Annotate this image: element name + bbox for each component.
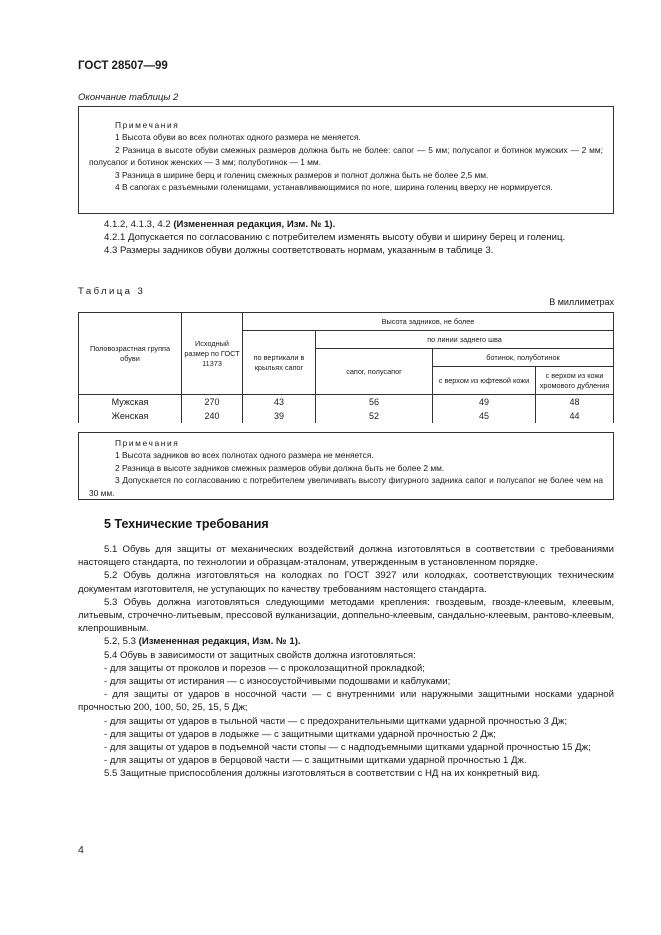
table3-unit: В миллиметрах: [549, 297, 614, 307]
table3-title: Таблица 3: [78, 286, 146, 297]
th-shoes: ботинок, полуботинок: [433, 349, 614, 367]
para-5-1: 5.1 Обувь для защиты от механических воздействий должна изготовляться в соответствии с требованиями настоящего стандарта, по технологии и образцам-эталонам, утвержденным в установленном порядке.: [78, 544, 614, 569]
list-item: - для защиты от ударов в носочной части — с внутренними или наружными защитными носками ударной прочностью 200, 100, 50, 25, 15, 5 Дж;: [78, 689, 614, 714]
section-5-title: 5 Технические требования: [104, 517, 269, 531]
th-height: Высота задников, не более: [243, 313, 614, 331]
para-5-4: 5.4 Обувь в зависимости от защитных свойств должна изготовляться:: [104, 649, 416, 661]
para-4-3: 4.3 Размеры задников обуви должны соответствовать нормам, указанным в таблице 3.: [104, 245, 494, 257]
th-base-size: Исходный размер по ГОСТ 11373: [182, 313, 243, 395]
th-group: Половозрастная группа обуви: [79, 313, 182, 395]
table2-note-1: 1 Высота обуви во всех полнотах одного размера не меняется.: [115, 132, 361, 143]
table3-note-1: 1 Высота задников во всех полнотах одного размера не меняется.: [115, 450, 374, 461]
table2-note-3: 3 Разница в ширине берц и голениц смежных размеров и полнот должна быть не более 2,5 мм.: [115, 169, 489, 180]
th-chrome: с верхом из кожи хромового дубления: [536, 367, 614, 395]
list-item: - для защиты от ударов в берцовой части — с защитными щитками ударной прочностью 1 Дж.: [104, 755, 527, 767]
para-5-2: 5.2 Обувь должна изготовляться на колодках по ГОСТ 3927 или колодках, соответствующих техническим документам изготовителя, не уступающих по качеству требованиям настоящего стандарта.: [78, 570, 614, 595]
th-wings: по вертикали в крыльях сапог: [243, 331, 316, 395]
para-5-3: 5.3 Обувь должна изготовляться следующими методами крепления: гвоздевым, гвозде-клеевым, клеевым, литьевым, строчечно-литьевым, прессовой вулканизации, доппельно-клеевым, сандально-клеевым, рантово-клеевым, клепрошивным.: [78, 596, 614, 635]
table3-notes-title: Примечания: [115, 438, 180, 448]
table2-notes-box: [78, 106, 614, 214]
table2-notes-title: Примечания: [115, 120, 180, 130]
list-item: - для защиты от ударов в подъемной части стопы — с надподъемными щитками ударной прочностью 15 Дж;: [104, 742, 591, 754]
list-item: - для защиты от истирания — с износоустойчивыми подошвами и каблуками;: [104, 676, 451, 688]
table2-note-4: 4 В сапогах с разъемными голенищами, устанавливающимися по ноге, ширина голениц вверху не нормируется.: [115, 182, 553, 193]
th-boots: сапог, полусапог: [316, 349, 433, 395]
table-row: Мужская 270 43 56 49 48: [79, 395, 614, 410]
amendment-note-5: 5.2, 5.3 (Измененная редакция, Изм. № 1).: [104, 636, 301, 648]
table3-note-2: 2 Разница в высоте задников смежных размеров обуви должна быть не более 2 мм.: [115, 462, 445, 473]
table3: [78, 312, 614, 423]
paragraphs-4x: [78, 218, 614, 258]
table2-note-2: 2 Разница в высоте обуви смежных размеров должна быть не более: сапог — 5 мм; полусапог и ботинок мужских — 2 мм; полусапог и ботинок женских — 3 мм; полуботинок — 1 мм.: [89, 144, 603, 168]
page-number: 4: [78, 844, 84, 856]
table-row: Женская 240 39 52 45 44: [79, 409, 614, 423]
th-yuft: с верхом из юфтевой кожи: [433, 367, 536, 395]
section-5-body: [78, 543, 614, 781]
th-seam: по линии заднего шва: [316, 331, 614, 349]
amendment-bold: (Измененная редакция, Изм. № 1).: [138, 636, 301, 648]
table3-notes-box: [78, 432, 614, 500]
list-item: - для защиты от ударов в тыльной части — с предохранительными щитками ударной прочностью 3 Дж;: [104, 715, 568, 727]
table2-continuation-caption: Окончание таблицы 2: [78, 92, 179, 103]
document-header: ГОСТ 28507—99: [78, 60, 168, 72]
para-5-5: 5.5 Защитные приспособления должны изготовляться в соответствии с НД на их конкретный вид.: [104, 768, 541, 780]
list-item: - для защиты от проколов и порезов — с проколозащитной прокладкой;: [104, 662, 425, 674]
amendment-note-4: 4.1.2, 4.1.3, 4.2 (Измененная редакция, Изм. № 1).: [104, 219, 336, 230]
para-4-2-1: 4.2.1 Допускается по согласованию с потребителем изменять высоту обуви и ширину берец и голениц.: [104, 232, 566, 244]
amendment-bold: (Измененная редакция, Изм. № 1).: [173, 219, 336, 230]
table3-note-3: 3 Допускается по согласованию с потребителем увеличивать высоту фигурного задника сапог и полусапог не более чем на 30 мм.: [89, 475, 603, 498]
list-item: - для защиты от ударов в лодыжке — с защитными щитками ударной прочностью 2 Дж;: [104, 728, 496, 740]
